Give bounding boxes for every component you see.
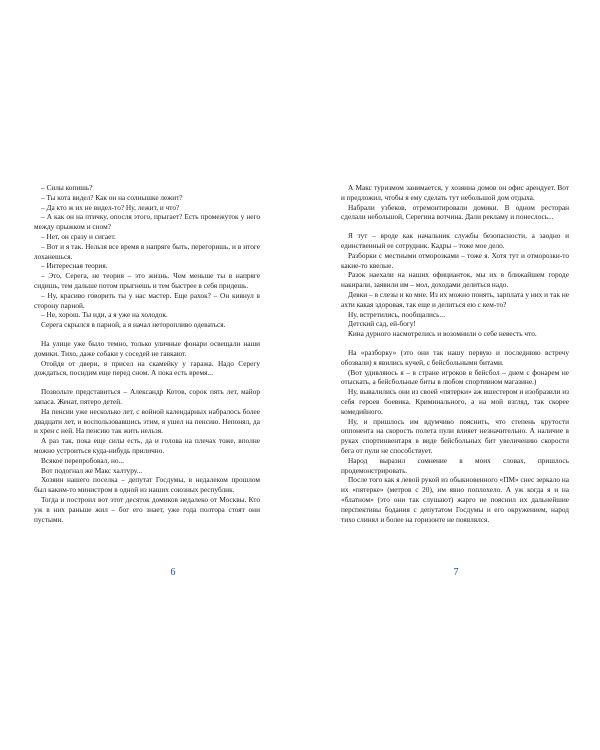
paragraph: Разборки с местными отморозками – тоже я. Хотя тут и отморозки-то какие-то квелые.: [341, 250, 569, 270]
paragraph: На улице уже было темно, только уличные фонари освещали наши домики. Тихо, даже собаки у соседей не гавкают.: [34, 338, 260, 358]
paragraph: – Не, хорош. Ты иди, а я уже на холодок.: [41, 310, 168, 320]
paragraph: – Ты кота видел? Как он на солнышке лежит?: [41, 192, 183, 202]
paragraph: Ну, и пришлось им вдумчиво пояснить, что степень крутости оппонента на скорость полета пули влияет незначительно. А наличие в руках спортинвентаря в виде бейсбольных бит увеличению скорости бега от пули не способствует.: [341, 416, 569, 455]
paragraph: Кина дурного насмотрелись и возомнили о себе невесть что.: [348, 329, 537, 339]
paragraph: Хозяин нашего поселка – депутат Госдумы, в недалеком прошлом был каким-то министром в одной из наших союзных республик.: [34, 475, 260, 495]
paragraph: – Ну, красиво говорить ты у нас мастер. Еще рахок? – Он кивнул в сторону парной.: [34, 290, 260, 310]
paragraph: А раз так, пока еще силы есть, да и голова на плечах тоже, вполне можно устроиться куда-нибудь прилично.: [34, 436, 260, 455]
paragraph: Серега скрылся в парной, а я начал неторопливо одеваться.: [41, 320, 226, 330]
paragraph: Отойдя от двери, я присел на скамейку у гаража. Надо Серегу дождаться, посидим еще перед сном. А пока есть время...: [34, 358, 260, 378]
paragraph: Я тут – вроде как начальник службы безопасности, а заодно и единственный ее сотрудник. Кадры – тоже мое дело.: [341, 231, 569, 250]
paragraph: Набрали узбеков, отремонтировали домики. В одном ресторан сделали небольшой, Серегина вотчина. Дали рекламу и понеслось...: [341, 202, 569, 222]
paragraph: – Силы копишь?: [41, 183, 93, 192]
paragraph: После того как я левой рукой из обыкновенного «ПМ» снес зеркало на их «пятерке» (метров с 20), им явно поплохело. А уж когда я и на «блатном» (это они так слушают) жарго не пояснил их дальнейшие перспективы бодания с депутатом Госдумы и его окружением, народ тихо слинял и более на горизонте не появлялся.: [341, 475, 569, 524]
paragraph: – Да кто ж их не видел-то? Ну, лежит, и что?: [41, 202, 180, 212]
paragraph: Детский сад, ей-богу!: [348, 319, 416, 329]
paragraph: – А как он на птичку, опосля этого, прыгает? Есть промежуток у него между прыжком и сном?: [34, 212, 260, 232]
paragraph: Девки – в слезы и ко мне. Из их можно понять, зарплата у них и так не ахти какая здоровая, так еще и делиться ею с кем-то?: [341, 289, 569, 309]
left-page-text: [34, 183, 260, 524]
paragraph: А Макс туризмом занимается, у хозяина домов он офис арендует. Вот и предложил, чтобы я ему сделать тут небольшой дом отдыха.: [341, 183, 569, 202]
paragraph: На «разборку» (это они так нашу первую и последнюю встречу обозвали) я явились кучей, с бейсбольными битами.: [341, 347, 569, 367]
paragraph: Позвольте представиться – Александр Котов, сорок пять лет, майор запаса. Женат, пятеро детей.: [34, 387, 260, 406]
paragraph: (Вот удивляюсь я – в стране игроков в бейсбол – днем с фонарем не отыскать, а бейсбольные биты в любом спортивном магазине.): [341, 367, 569, 387]
paragraph: – Вот и я так. Нельзя все время в напряге быть, перегоришь, и в итоге лоханешься.: [34, 241, 260, 261]
paragraph: – Нет, он сразу и сигает.: [41, 231, 116, 241]
left-page-number: 6: [170, 567, 176, 578]
right-page-text: [341, 183, 569, 524]
paragraph: – Это, Серега, не теория – это жизнь. Чем меньше ты в напряге сидишь, тем дальше потом прыгнешь и тем быстрее в себя придешь.: [34, 271, 260, 290]
right-page-number: 7: [453, 567, 459, 578]
paragraph: На пенсии уже несколько лет, с войной календарных набралось более двадцати лет, и воспользовавшись этим, я ушел на пенсию. Непонял, да и хрен с ней. На пенсию так жить нельзя.: [34, 406, 260, 436]
paragraph: Народ выразил сомнение в моих словах, пришлось продемонстрировать.: [341, 455, 569, 475]
paragraph: Тогда и построил вот этот десяток домиков недалеко от Москвы. Кто уж в них раньше жил – бог его знает, уже года полтора стоят они пустыми.: [34, 494, 260, 524]
paragraph: Всякое перепробовал, но...: [41, 455, 124, 465]
paragraph: Разок наехали на наших официанток, мы их в ближайшем городе накирали, заявили им – мол, доходами делиться надо.: [341, 270, 569, 290]
paragraph: Вот подогнал же Макс халтуру...: [41, 465, 143, 475]
paragraph: – Интересная теория.: [41, 261, 108, 271]
paragraph: Ну, вывалились они из своей «пятерки» аж вшестером и изобразили из себя героев боевика. Криминального, а на мой взгляд, так скорее комедийного.: [341, 387, 569, 416]
paragraph: Ну, встретились, пообщались...: [348, 309, 445, 319]
